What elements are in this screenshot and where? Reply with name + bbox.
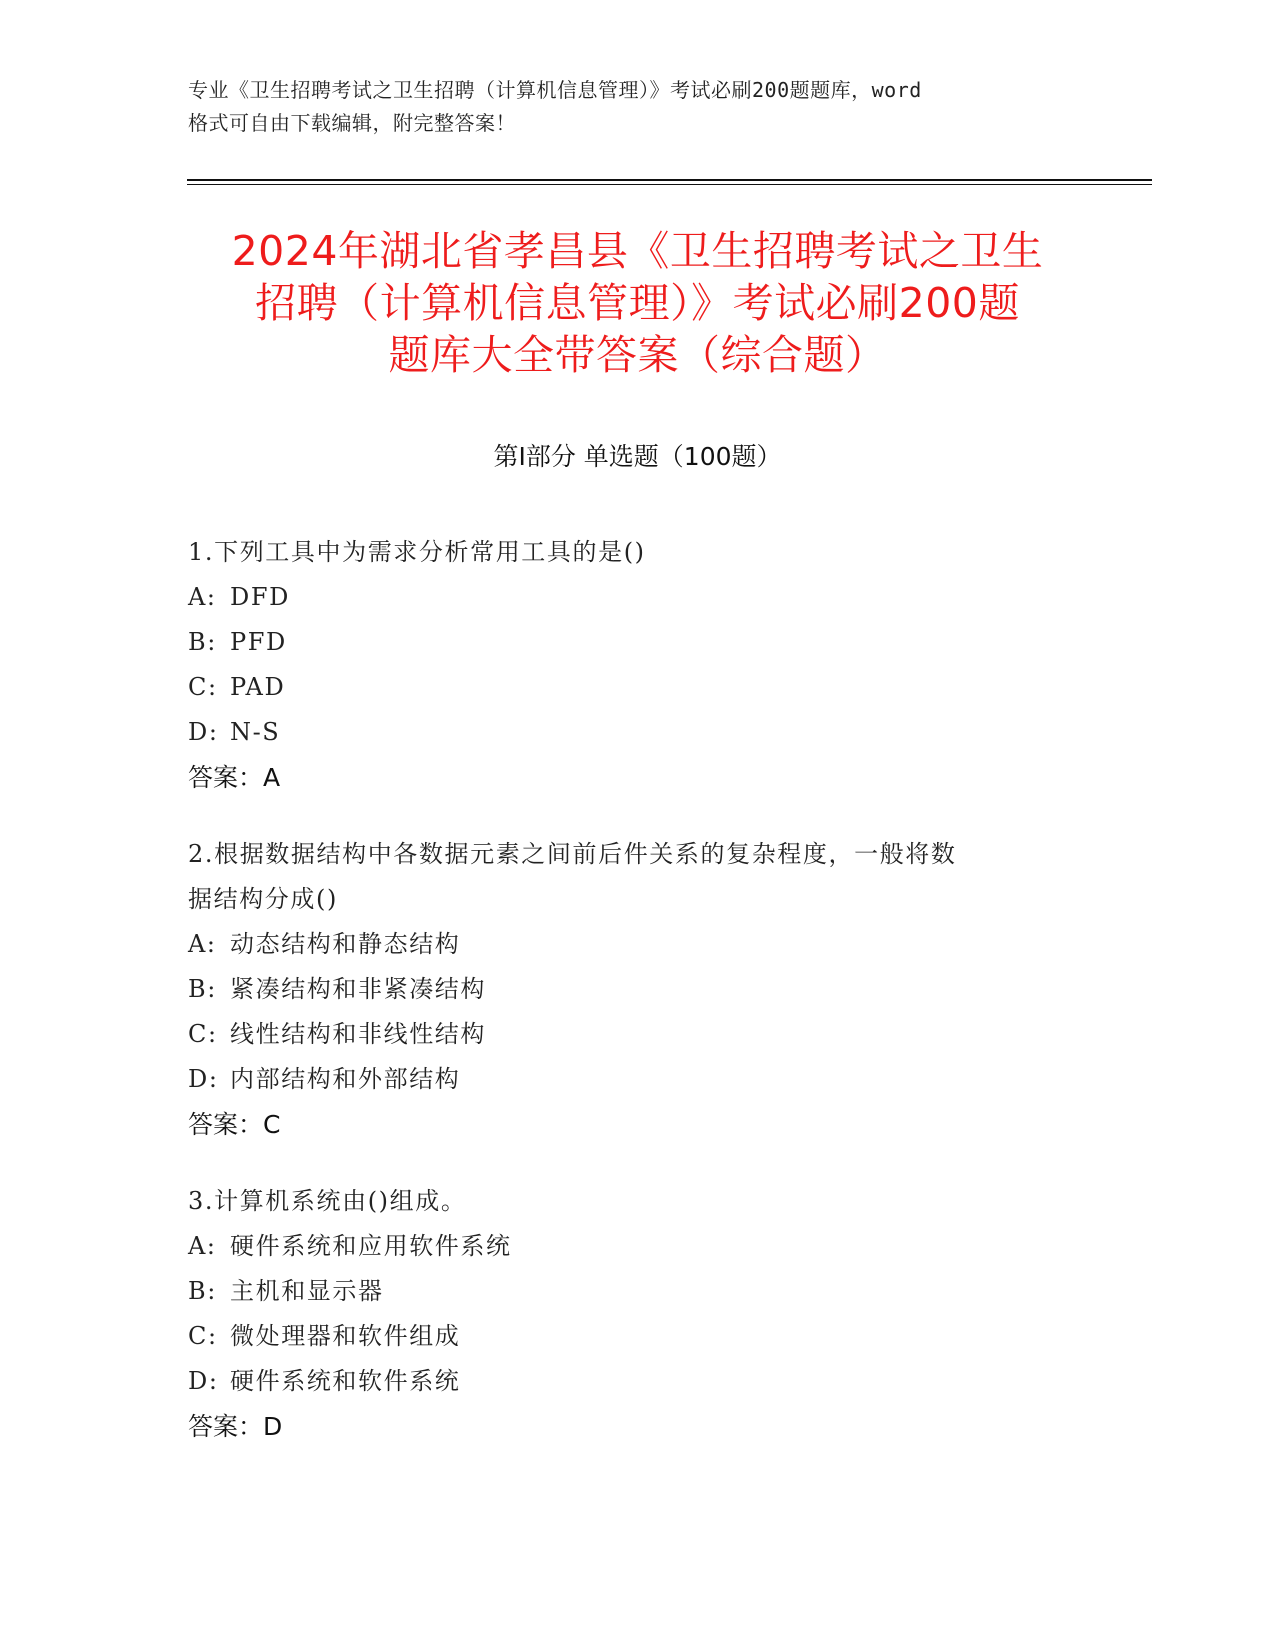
option-a [188, 1224, 1088, 1269]
question-list [188, 530, 1088, 1481]
question-2 [188, 832, 1088, 1147]
document-title-line-3: 题库大全带答案（综合题） [388, 331, 887, 379]
question-stem: 2.根据数据结构中各数据元素之间前后件关系的复杂程度，一般将数 [188, 840, 957, 868]
answer: 答案：D [188, 1412, 283, 1441]
header-divider-thin [187, 184, 1152, 185]
option-c [188, 665, 1088, 710]
option-text: 硬件系统和软件系统 [230, 1367, 461, 1395]
option-text: 紧凑结构和非紧凑结构 [230, 975, 486, 1003]
option-key: C: [188, 673, 218, 701]
option-key: C: [188, 1322, 218, 1350]
option-text: DFD [230, 583, 290, 611]
answer: 答案：A [188, 763, 281, 792]
question-stem-continued: 据结构分成() [188, 885, 338, 913]
option-text: 动态结构和静态结构 [230, 930, 461, 958]
question-3 [188, 1179, 1088, 1449]
option-a [188, 922, 1088, 967]
section-heading: 第Ⅰ部分 单选题（100题） [493, 442, 782, 471]
option-key: B: [188, 1277, 217, 1305]
option-key: A: [188, 1232, 217, 1260]
option-text: N-S [230, 718, 281, 746]
option-text: 硬件系统和应用软件系统 [230, 1232, 512, 1260]
option-c [188, 1012, 1088, 1057]
document-title [150, 225, 1125, 381]
option-key: A: [188, 930, 217, 958]
option-key: D: [188, 718, 219, 746]
option-d [188, 1057, 1088, 1102]
question-stem: 3.计算机系统由()组成。 [188, 1187, 467, 1215]
option-b [188, 967, 1088, 1012]
option-text: 微处理器和软件组成 [230, 1322, 461, 1350]
option-key: D: [188, 1065, 219, 1093]
option-b [188, 1269, 1088, 1314]
header-divider-thick [187, 179, 1152, 181]
option-key: D: [188, 1367, 219, 1395]
document-title-line-2: 招聘（计算机信息管理）》考试必刷200题 [255, 279, 1020, 327]
option-key: A: [188, 583, 217, 611]
header-note-line-1: 专业《卫生招聘考试之卫生招聘（计算机信息管理）》考试必刷200题题库，word [188, 78, 922, 102]
option-key: B: [188, 628, 217, 656]
option-key: C: [188, 1020, 218, 1048]
option-text: 线性结构和非线性结构 [230, 1020, 486, 1048]
option-d [188, 710, 1088, 755]
option-c [188, 1314, 1088, 1359]
option-text: PFD [230, 628, 287, 656]
question-1 [188, 530, 1088, 800]
header-note-line-2: 格式可自由下载编辑，附完整答案！ [188, 111, 516, 135]
option-text: 内部结构和外部结构 [230, 1065, 461, 1093]
option-text: PAD [230, 673, 286, 701]
question-stem: 1.下列工具中为需求分析常用工具的是() [188, 538, 646, 566]
header-note [188, 74, 1088, 140]
option-d [188, 1359, 1088, 1404]
option-text: 主机和显示器 [230, 1277, 384, 1305]
answer: 答案：C [188, 1110, 281, 1139]
document-title-line-1: 2024年湖北省孝昌县《卫生招聘考试之卫生 [231, 227, 1044, 275]
option-key: B: [188, 975, 217, 1003]
option-a [188, 575, 1088, 620]
option-b [188, 620, 1088, 665]
